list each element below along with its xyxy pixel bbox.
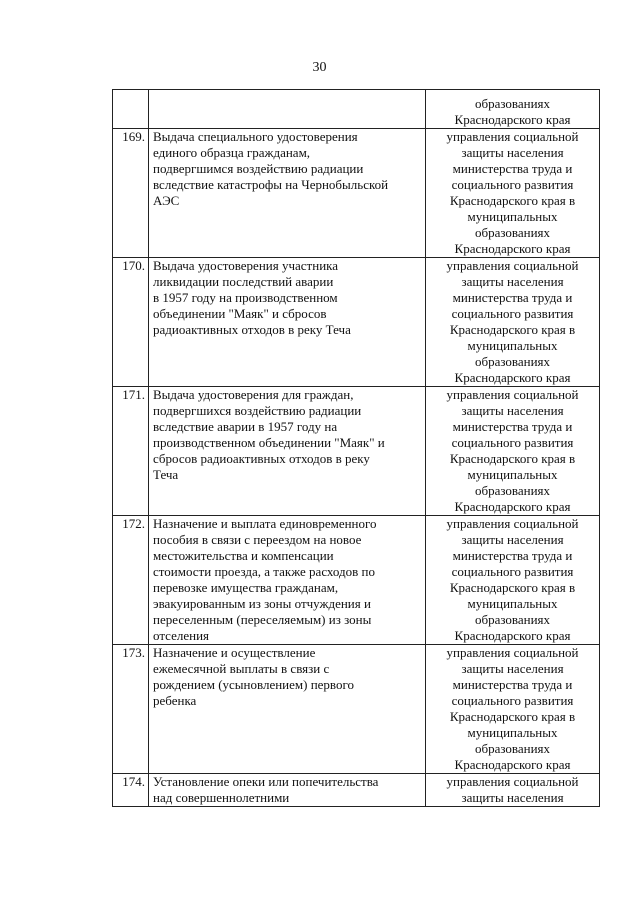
service-line: переселенным (переселяемым) из зоны [153,612,372,627]
services-table [112,89,600,807]
org-line: управления социальной [446,516,579,531]
service-line: эвакуированным из зоны отчуждения и [153,596,371,611]
org-line: министерства труда и [452,677,573,692]
org-line: Краснодарского края в [449,580,576,595]
org-line: Краснодарского края в [449,322,576,337]
org-line: Краснодарского края в [449,709,576,724]
service-line: ребенка [153,693,197,708]
org-line: социального развития [451,435,574,450]
service-line: сбросов радиоактивных отходов в реку [153,451,370,466]
org-line: социального развития [451,564,574,579]
org-line: защиты населения [461,790,564,805]
service-line: пособия в связи с переездом на новое [153,532,362,547]
service-line: ежемесячной выплаты в связи с [153,661,330,676]
org-line: защиты населения [461,661,564,676]
row-number: 169. [113,129,149,258]
org-line: Краснодарского края [454,370,571,385]
service-line: местожительства и компенсации [153,548,334,563]
service-line: Выдача специального удостоверения [153,129,358,144]
org-cell [426,645,600,774]
org-line: министерства труда и [452,290,573,305]
service-line: Выдача удостоверения для граждан, [153,387,354,402]
service-line: подвергшимся воздействию радиации [153,161,364,176]
service-line: Установление опеки или попечительства [153,774,379,789]
org-cell [426,90,600,129]
org-cell [426,258,600,387]
service-line: стоимости проезда, а также расходов по [153,564,376,579]
service-line: подвергшихся воздействию радиации [153,403,362,418]
service-line: вследствие аварии в 1957 году на [153,419,338,434]
table-row [113,387,600,516]
org-line: муниципальных [467,725,558,740]
service-line: объединении "Маяк" и сбросов [153,306,327,321]
service-cell [149,258,426,387]
row-number: 173. [113,645,149,774]
org-line: защиты населения [461,274,564,289]
service-cell [149,387,426,516]
org-line: образованиях [474,354,551,369]
service-line: перевозке имущества гражданам, [153,580,339,595]
org-line: защиты населения [461,145,564,160]
service-cell [149,90,426,129]
org-line: управления социальной [446,774,579,789]
service-line: АЭС [153,193,180,208]
service-line: Назначение и осуществление [153,645,316,660]
org-line: социального развития [451,306,574,321]
org-cell [426,774,600,807]
services-table-body [113,90,600,807]
service-cell [149,645,426,774]
org-line: министерства труда и [452,419,573,434]
org-line: министерства труда и [452,161,573,176]
page-number: 30 [312,60,327,75]
org-cell [426,387,600,516]
org-line: управления социальной [446,129,579,144]
org-cell [426,129,600,258]
service-line: Теча [153,467,179,482]
service-line: отселения [153,628,210,643]
service-line: вследствие катастрофы на Чернобыльской [153,177,389,192]
org-line: образованиях [474,612,551,627]
service-line: над совершеннолетними [153,790,290,805]
row-number: 170. [113,258,149,387]
service-cell [149,516,426,645]
org-line: управления социальной [446,258,579,273]
service-line: Назначение и выплата единовременного [153,516,377,531]
org-line: муниципальных [467,467,558,482]
org-line: социального развития [451,693,574,708]
org-line: Краснодарского края [454,112,571,127]
org-line: образованиях [474,483,551,498]
row-number: 174. [113,774,149,807]
org-cell [426,516,600,645]
org-line: образованиях [474,96,551,111]
org-line: управления социальной [446,645,579,660]
org-line: защиты населения [461,532,564,547]
org-line: управления социальной [446,387,579,402]
table-row-continuation [113,90,600,129]
org-line: Краснодарского края [454,628,571,643]
service-line: производственном объединении "Маяк" и [153,435,385,450]
org-line: социального развития [451,177,574,192]
service-cell [149,129,426,258]
org-line: муниципальных [467,209,558,224]
service-line: ликвидации последствий аварии [153,274,334,289]
service-line: Выдача удостоверения участника [153,258,339,273]
number-cell [113,90,149,129]
service-line: рождением (усыновлением) первого [153,677,354,692]
org-line: муниципальных [467,596,558,611]
org-line: образованиях [474,225,551,240]
org-line: Краснодарского края [454,499,571,514]
service-cell [149,774,426,807]
table-row [113,645,600,774]
table-row [113,258,600,387]
service-line: радиоактивных отходов в реку Теча [153,322,351,337]
table-row [113,129,600,258]
service-line: в 1957 году на производственном [153,290,338,305]
row-number: 172. [113,516,149,645]
table-row [113,774,600,807]
org-line: образованиях [474,741,551,756]
row-number: 171. [113,387,149,516]
org-line: Краснодарского края [454,241,571,256]
org-line: Краснодарского края [454,757,571,772]
table-row [113,516,600,645]
org-line: муниципальных [467,338,558,353]
org-line: Краснодарского края в [449,193,576,208]
org-line: министерства труда и [452,548,573,563]
org-line: защиты населения [461,403,564,418]
service-line: единого образца гражданам, [153,145,311,160]
org-line: Краснодарского края в [449,451,576,466]
